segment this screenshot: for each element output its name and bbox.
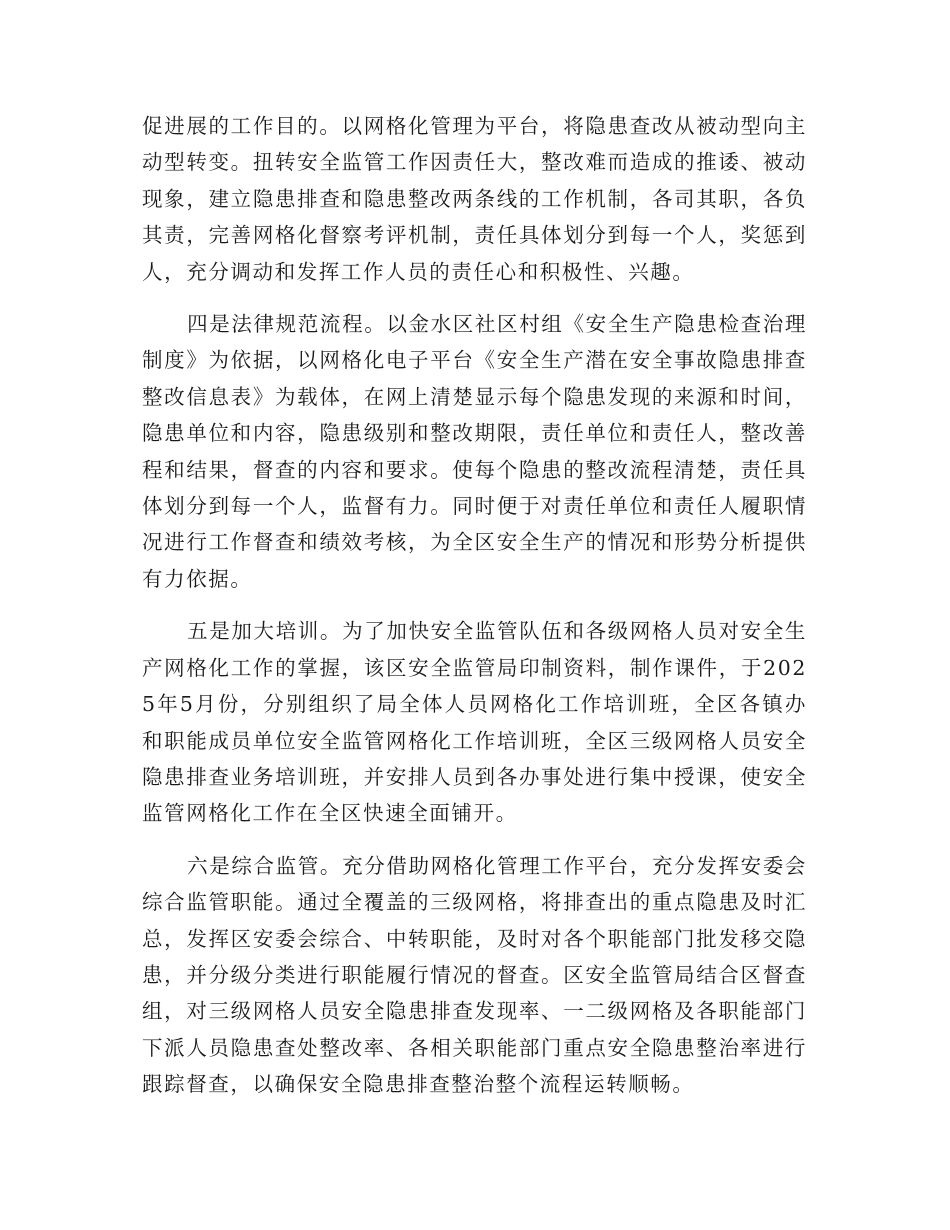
document-body xyxy=(142,108,807,1103)
paragraph-comprehensive-supervision: 六是综合监管。充分借助网格化管理工作平台，充分发挥安委会综合监管职能。通过全覆盖的三级网格，将排查出的重点隐患及时汇总，发挥区安委会综合、中转职能，及时对各个职能部门批发移交隐患，并分级分类进行职能履行情况的督查。区安全监管局结合区督查组，对三级网格人员安全隐患排查发现率、一二级网格及各职能部门下派人员隐患查处整改率、各相关职能部门重点安全隐患整治率进行跟踪督查，以确保安全隐患排查整治整个流程运转顺畅。 xyxy=(142,853,807,1097)
paragraph-gap xyxy=(142,290,807,306)
paragraph-gap xyxy=(142,597,807,613)
paragraph-legal-process: 四是法律规范流程。以金水区社区村组《安全生产隐患检查治理制度》为依据，以网格化电子平台《安全生产潜在安全事故隐患排查整改信息表》为载体，在网上清楚显示每个隐患发现的来源和时间，隐患单位和内容，隐患级别和整改期限，责任单位和责任人，整改善程和结果，督查的内容和要求。使每个隐患的整改流程清楚，责任具体划分到每一个人，监督有力。同时便于对责任单位和责任人履职情况进行工作督查和绩效考核，为全区安全生产的情况和形势分析提供有力依据。 xyxy=(142,312,807,591)
paragraph-training: 五是加大培训。为了加快安全监管队伍和各级网格人员对安全生产网格化工作的掌握，该区安全监管局印制资料，制作课件，于2025年5月份，分别组织了局全体人员网格化工作培训班，全区各镇办和职能成员单位安全监管网格化工作培训班，全区三级网格人员安全隐患排查业务培训班，并安排人员到各办事处进行集中授课，使安全监管网格化工作在全区快速全面铺开。 xyxy=(142,619,807,826)
paragraph-gap xyxy=(142,832,807,848)
paragraph-work-goal: 促进展的工作目的。以网格化管理为平台，将隐患查改从被动型向主动型转变。扭转安全监管工作因责任大，整改难而造成的推诿、被动现象，建立隐患排查和隐患整改两条线的工作机制，各司其职，各负其责，完善网格化督察考评机制，责任具体划分到每一个人，奖惩到人，充分调动和发挥工作人员的责任心和积极性、兴趣。 xyxy=(142,114,807,284)
